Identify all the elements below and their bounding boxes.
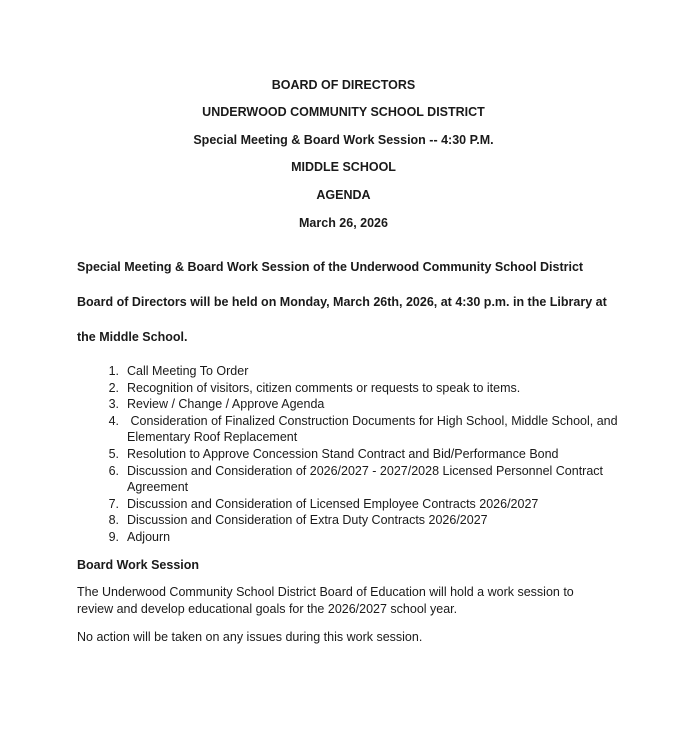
agenda-item-text: Discussion and Consideration of 2026/2027 - 2027/2028 Licensed Personnel Contract Agreement: [127, 463, 604, 495]
agenda-item: [77, 380, 637, 397]
agenda-item: [77, 396, 637, 413]
agenda-item: [77, 413, 637, 446]
meeting-location: MIDDLE SCHOOL: [291, 160, 396, 174]
agenda-item-number: 2.: [108, 380, 119, 395]
agenda-item: [77, 463, 637, 496]
agenda-item-number: 8.: [108, 513, 119, 528]
agenda-item-number: 5.: [108, 446, 119, 461]
agenda-item-number: 1.: [108, 364, 119, 378]
meeting-date: March 26, 2026: [299, 216, 388, 230]
agenda-item-text: Recognition of visitors, citizen comments or requests to speak to items.: [127, 380, 521, 395]
intro-line-3: the Middle School.: [77, 330, 188, 344]
agenda-item-number: 6.: [108, 463, 119, 478]
agenda-item-number: 9.: [108, 529, 119, 544]
agenda-item-text: Call Meeting To Order: [127, 364, 249, 378]
agenda-item: [77, 446, 637, 463]
agenda-item-number: 7.: [108, 496, 119, 511]
work-session-paragraph: The Underwood Community School District Board of Education will hold a work session to review and develop educational goals for the 2026/2027 school year.: [77, 585, 574, 616]
agenda-item-number: 4.: [108, 413, 119, 428]
agenda-list: [77, 363, 637, 546]
agenda-item-number: 3.: [108, 397, 119, 412]
agenda-item-text: Discussion and Consideration of Licensed Employee Contracts 2026/2027: [127, 496, 539, 511]
agenda-item: [77, 512, 637, 529]
agenda-item-text: Review / Change / Approve Agenda: [127, 397, 325, 412]
intro-line-2: Board of Directors will be held on Monday, March 26th, 2026, at 4:30 p.m. in the Library at: [77, 295, 607, 309]
agenda-item-text: Consideration of Finalized Construction Documents for High School, Middle School, and Elementary Roof Replacement: [127, 413, 622, 445]
district-name: UNDERWOOD COMMUNITY SCHOOL DISTRICT: [202, 105, 485, 119]
agenda-item: [77, 529, 637, 546]
work-session-heading: Board Work Session: [77, 558, 200, 572]
agenda-item: [77, 363, 637, 380]
intro-line-1: Special Meeting & Board Work Session of the Underwood Community School District: [77, 260, 584, 274]
meeting-type: Special Meeting & Board Work Session -- 4:30 P.M.: [193, 133, 494, 147]
agenda-item: [77, 496, 637, 513]
work-session-note: No action will be taken on any issues during this work session.: [77, 630, 423, 644]
board-title: BOARD OF DIRECTORS: [271, 78, 416, 92]
agenda-title: AGENDA: [316, 188, 371, 202]
agenda-item-text: Discussion and Consideration of Extra Duty Contracts 2026/2027: [127, 513, 488, 528]
agenda-item-text: Adjourn: [127, 529, 171, 544]
agenda-item-text: Resolution to Approve Concession Stand Contract and Bid/Performance Bond: [127, 446, 559, 461]
